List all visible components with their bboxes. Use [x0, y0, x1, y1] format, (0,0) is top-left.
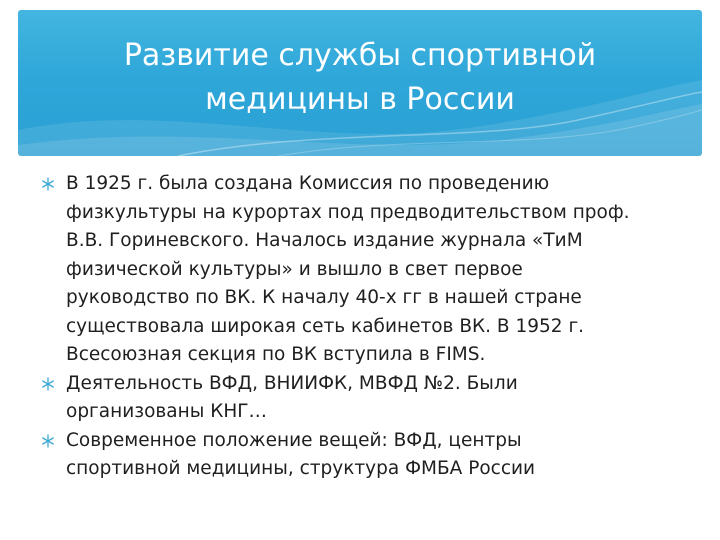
bullet-text-line: Деятельность ВФД, ВНИИФК, МВФД №2. Были: [66, 372, 518, 394]
bullet-text-line: В 1925 г. была создана Комиссия по проведению: [66, 173, 550, 194]
list-item: [40, 170, 700, 370]
snowflake-asterisk-icon: [40, 376, 56, 392]
bullet-list: [40, 170, 700, 484]
slide-title: [18, 34, 702, 122]
title-banner: [18, 10, 702, 156]
bullet-text-line: физкультуры на курортах под предводительством проф.: [66, 201, 630, 223]
bullet-text-line: руководство по ВК. К началу 40-х гг в нашей стране: [66, 287, 582, 308]
bullet-text-line: В.В. Гориневского. Началось издание журнала «ТиМ: [66, 230, 583, 251]
list-item: [40, 427, 700, 484]
bullet-text-line: спортивной медицины, структура ФМБА России: [66, 458, 536, 479]
bullet-text-line: физической культуры» и вышло в свет первое: [66, 258, 523, 280]
snowflake-asterisk-icon: [40, 433, 56, 449]
bullet-text-line: Современное положение вещей: ВФД, центры: [66, 429, 522, 451]
bullet-text-line: организованы КНГ…: [66, 401, 268, 422]
bullet-text-line: существовала широкая сеть кабинетов ВК. В 1952 г.: [66, 315, 585, 337]
list-item: [40, 370, 700, 427]
slide-title-line: медицины в России: [205, 82, 515, 117]
bullet-text-line: Всесоюзная секция по ВК вступила в FIMS.: [66, 344, 486, 365]
snowflake-asterisk-icon: [40, 176, 56, 192]
slide-title-line: Развитие службы спортивной: [123, 38, 597, 73]
